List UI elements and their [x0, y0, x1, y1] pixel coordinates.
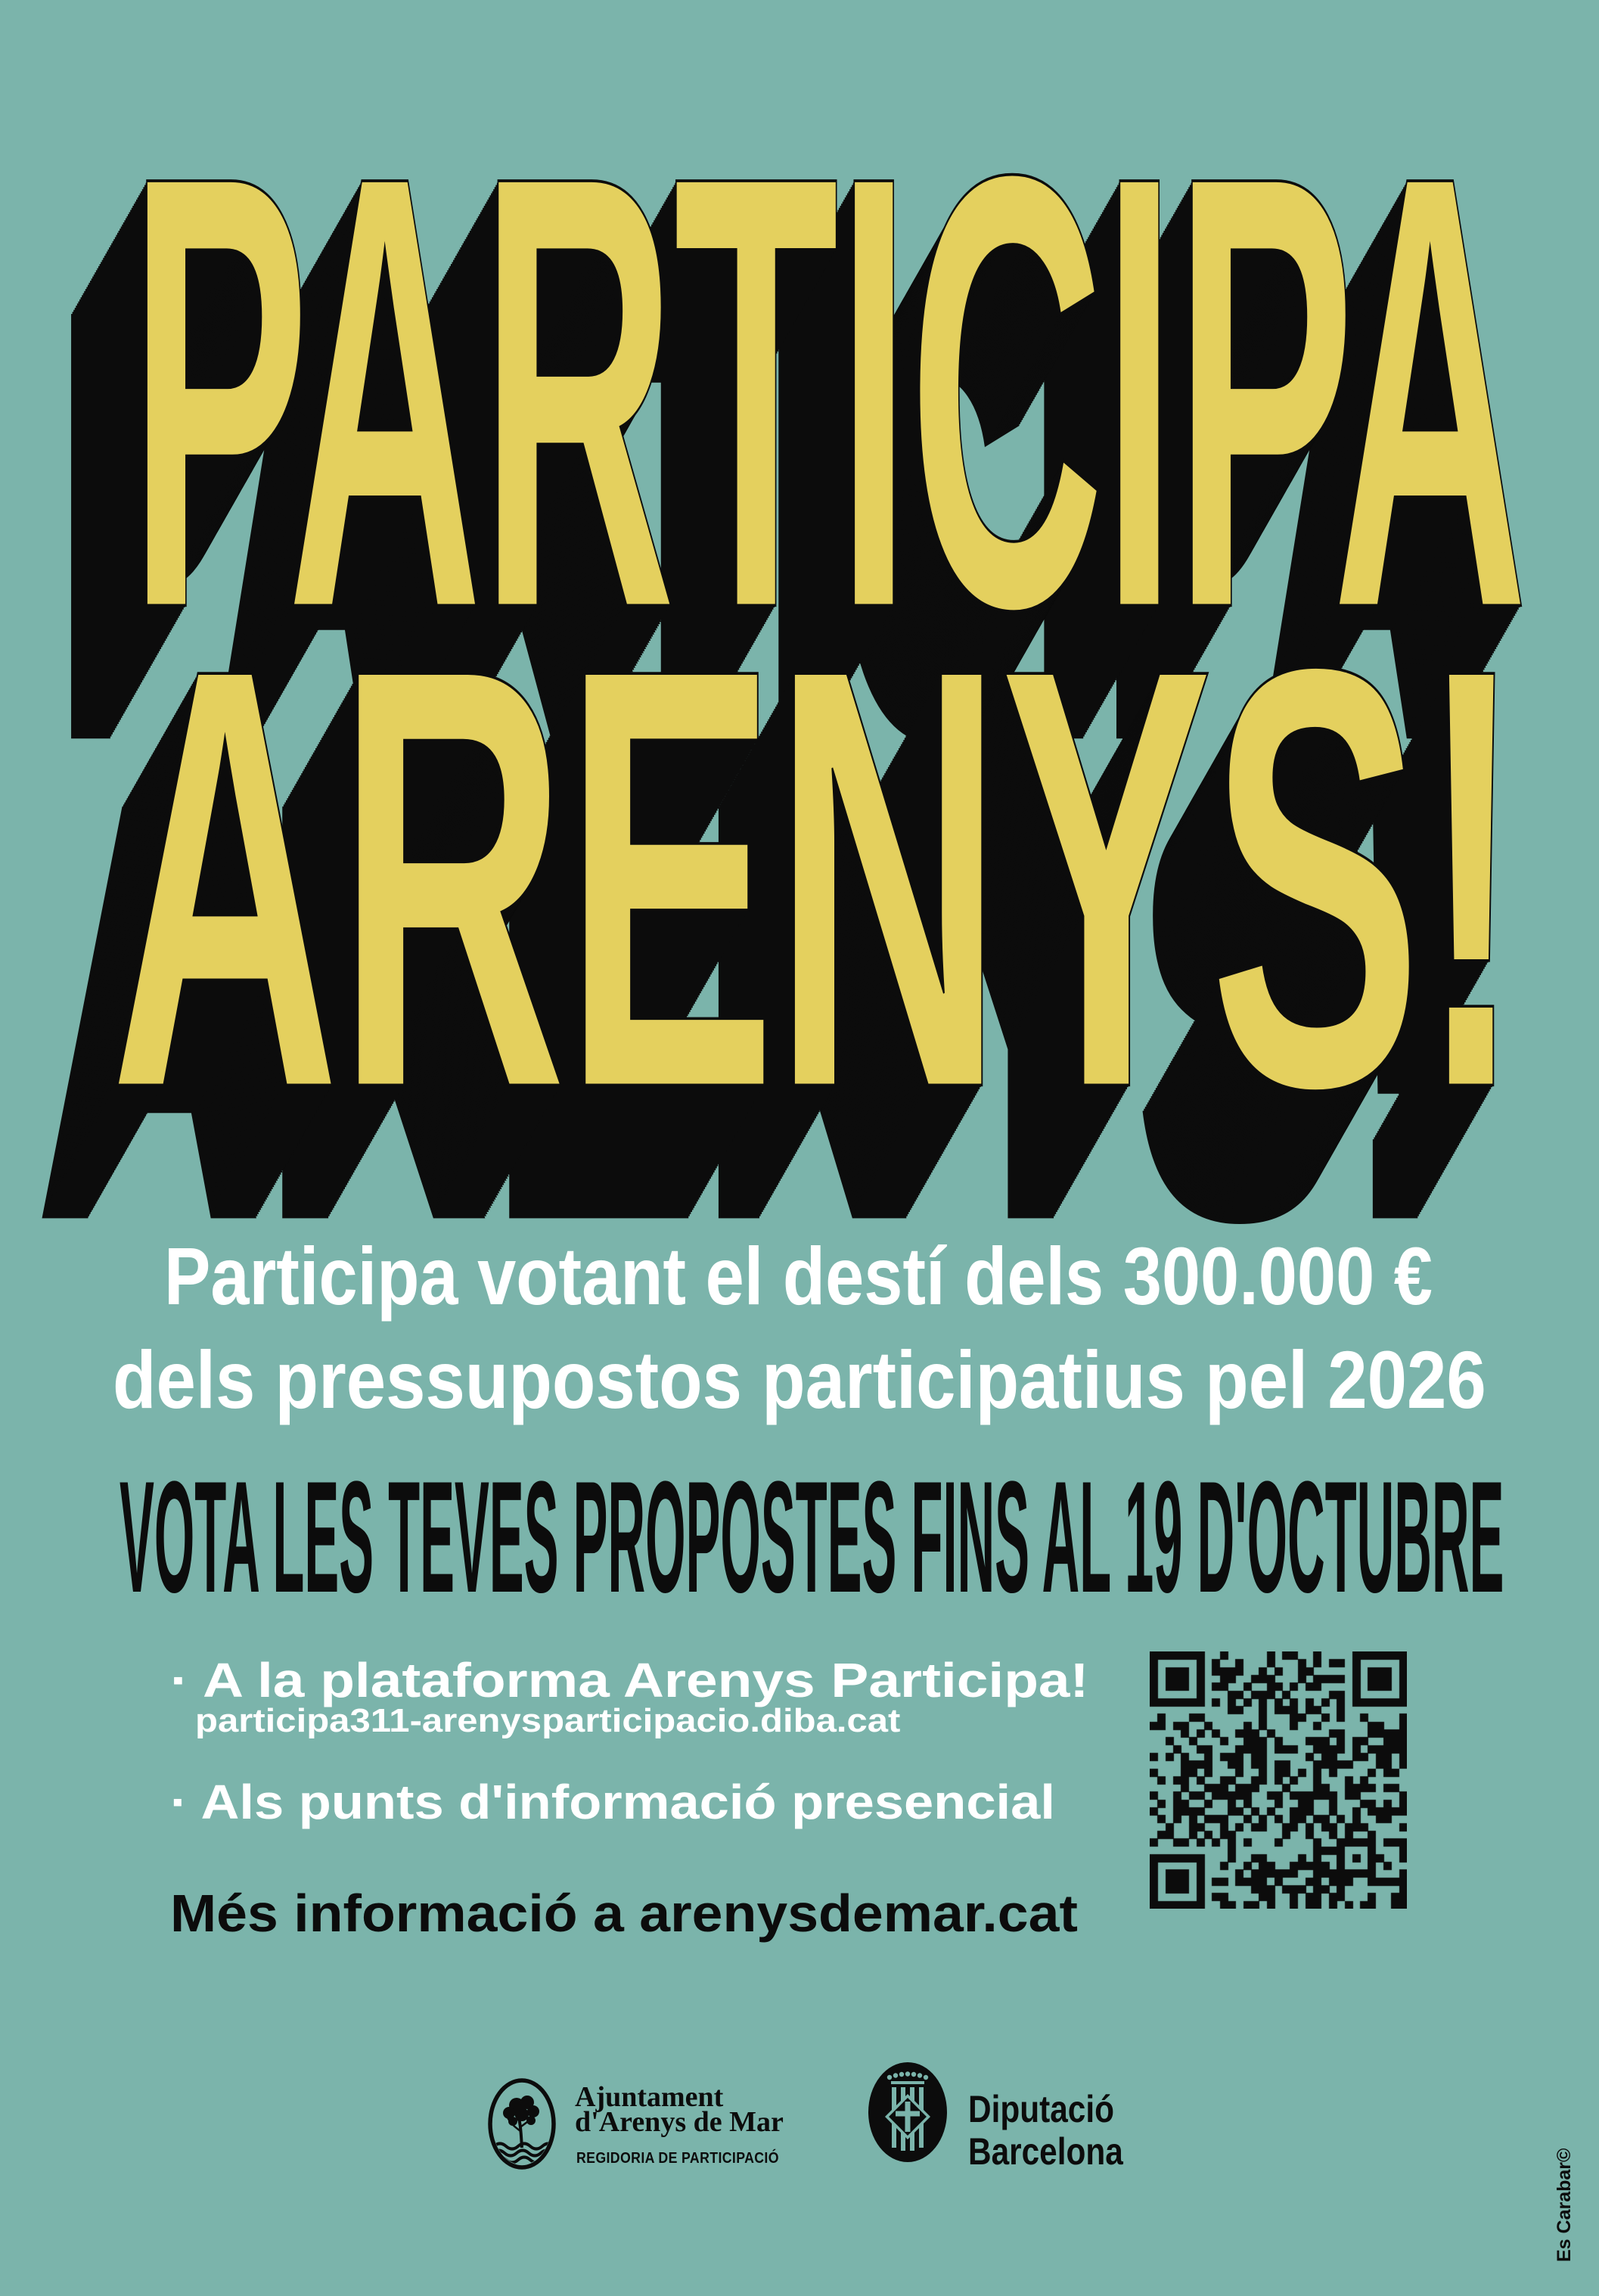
- regidoria-subtitle: REGIDORIA DE PARTICIPACIÓ: [576, 2150, 779, 2167]
- channel-platform-label: · A la plataforma Arenys Participa!: [170, 1653, 1089, 1707]
- title-line-participa: PARTICIPA: [129, 47, 1526, 737]
- qr-code: [1150, 1651, 1407, 1909]
- channel-platform-url: participa311-arenysparticipacio.diba.cat: [195, 1702, 901, 1739]
- channel-inperson-label: · Als punts d'informació presencial: [170, 1775, 1055, 1829]
- intro-line-1: Participa votant el destí dels 300.000 €: [164, 1230, 1433, 1322]
- diputacio-name-line2: Barcelona: [968, 2130, 1123, 2173]
- intro-line-2: dels pressupostos participatius pel 2026: [113, 1334, 1486, 1425]
- tree-icon: [503, 2096, 539, 2148]
- diputacio-name: [968, 2088, 1123, 2173]
- diputacio-name-line1: Diputació: [968, 2088, 1114, 2130]
- ajuntament-name-line1: Ajuntament: [575, 2081, 724, 2113]
- diputacio-crest-icon: [868, 2062, 947, 2162]
- studio-credit: Es Carabar©: [1554, 2148, 1575, 2262]
- ajuntament-name-line2: d'Arenys de Mar: [575, 2106, 784, 2138]
- ajuntament-seal-icon: [488, 2078, 556, 2170]
- ajuntament-name: [575, 2081, 784, 2138]
- title-line-arenys: ARENYS!: [110, 543, 1521, 1213]
- more-info-text: Més informació a arenysdemar.cat: [170, 1884, 1078, 1943]
- deadline-headline: VOTA LES TEVES PROPOSTES FINS AL 19 D'OCTUBRE: [120, 1448, 1504, 1626]
